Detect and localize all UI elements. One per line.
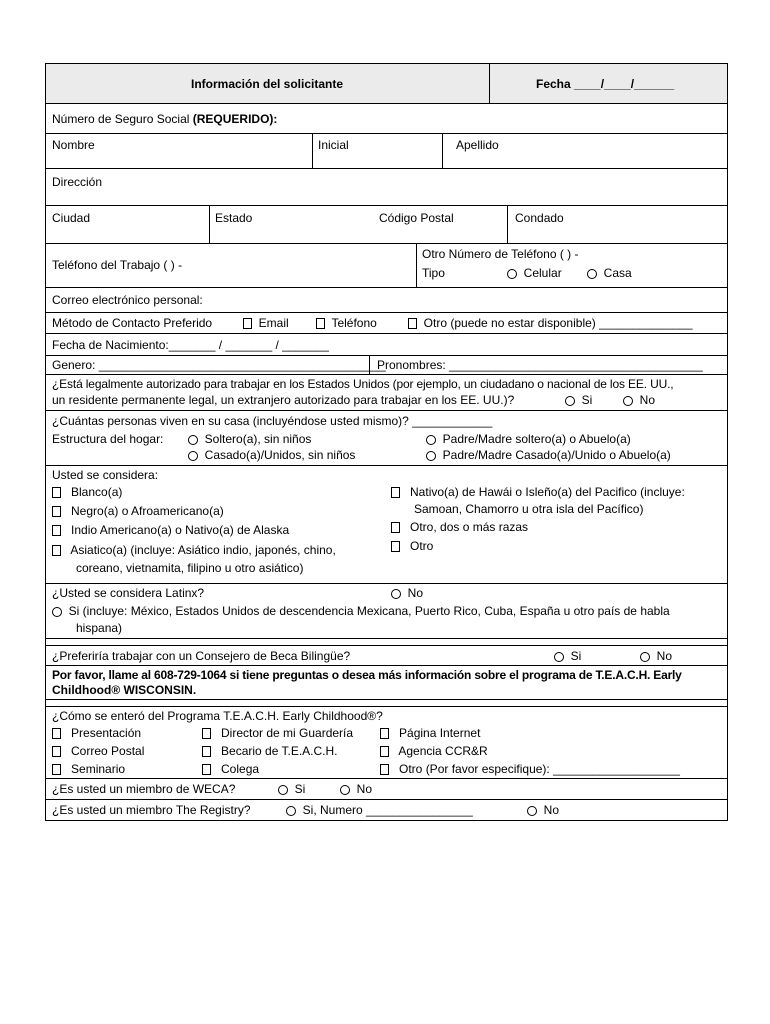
weca-label: ¿Es usted un miembro de WECA?	[52, 782, 236, 796]
race-other-option[interactable]: Otro	[391, 539, 433, 553]
race-row	[46, 466, 727, 584]
checkbox-icon[interactable]	[243, 318, 252, 329]
married-parent-option[interactable]: Padre/Madre Casado(a)/Unido o Abuelo(a)	[426, 448, 671, 462]
household-size-field[interactable]: ¿Cuántas personas viven en su casa (incluyéndose usted mismo)? ____________	[52, 414, 493, 428]
address-row	[46, 169, 727, 206]
source-agency-option[interactable]: Agencia CCR&R	[380, 744, 488, 758]
county-field[interactable]: Condado	[515, 211, 564, 225]
source-colleague-option[interactable]: Colega	[202, 762, 259, 776]
radio-icon[interactable]	[426, 435, 436, 445]
spacer	[45, 639, 728, 646]
race-black-option[interactable]: Negro(a) o Afroamericano(a)	[52, 504, 224, 518]
applicant-form	[45, 63, 728, 821]
checkbox-icon[interactable]	[52, 746, 61, 757]
race-pacific-islander-option[interactable]: Nativo(a) de Hawái o Isleño(a) del Pacifico (incluye:	[391, 485, 685, 499]
name-row	[46, 134, 727, 169]
first-name-field[interactable]: Nombre	[52, 138, 95, 152]
race-asian-cont: coreano, vietnamita, filipino u otro asiático)	[76, 561, 304, 575]
contact-email-option[interactable]: Email	[243, 316, 289, 330]
phone-type-label: Tipo	[422, 266, 445, 280]
radio-icon[interactable]	[278, 785, 288, 795]
birthdate-row	[46, 334, 727, 356]
single-parent-option[interactable]: Padre/Madre soltero(a) o Abuelo(a)	[426, 432, 631, 446]
checkbox-icon[interactable]	[316, 318, 325, 329]
checkbox-icon[interactable]	[380, 746, 389, 757]
weca-row	[46, 779, 727, 800]
radio-icon[interactable]	[565, 396, 575, 406]
pronouns-field[interactable]: Pronombres: ______________________________________	[377, 358, 703, 372]
birthdate-field[interactable]: Fecha de Nacimiento:_______ / _______ / _______	[52, 338, 329, 352]
radio-icon[interactable]	[188, 451, 198, 461]
source-presentation-option[interactable]: Presentación	[52, 726, 141, 740]
other-phone-field[interactable]: Otro Número de Teléfono ( ) -	[422, 247, 579, 261]
radio-icon[interactable]	[623, 396, 633, 406]
authorized-no-option[interactable]: No	[623, 393, 655, 407]
race-two-or-more-option[interactable]: Otro, dos o más razas	[391, 520, 528, 534]
radio-icon[interactable]	[507, 269, 517, 279]
section-title: Información del solicitante	[191, 77, 344, 91]
source-website-option[interactable]: Página Internet	[380, 726, 480, 740]
radio-icon[interactable]	[640, 652, 650, 662]
checkbox-icon[interactable]	[380, 728, 389, 739]
ssn-label: Número de Seguro Social (REQUERIDO):	[52, 112, 278, 126]
checkbox-icon[interactable]	[52, 506, 61, 517]
bilingual-label: ¿Preferiría trabajar con un Consejero de Beca Bilingüe?	[52, 649, 351, 663]
latinx-no-option[interactable]: No	[391, 586, 423, 600]
checkbox-icon[interactable]	[202, 728, 211, 739]
contact-info-row	[46, 666, 727, 700]
contact-info-text: Por favor, llame al 608-729-1064 si tiene preguntas o desea más información sobre el programa de T.E.A.C.H. Early	[52, 668, 682, 682]
home-option[interactable]: Casa	[587, 266, 632, 280]
weca-no-option[interactable]: No	[340, 782, 372, 796]
checkbox-icon[interactable]	[408, 318, 417, 329]
authorized-question: ¿Está legalmente autorizado para trabajar en los Estados Unidos (por ejemplo, un ciudadano o nacional de los EE. UU.,	[52, 377, 674, 391]
city-field[interactable]: Ciudad	[52, 211, 91, 225]
race-native-american-option[interactable]: Indio Americano(a) o Nativo(a) de Alaska	[52, 523, 289, 537]
household-structure-label: Estructura del hogar:	[52, 432, 164, 446]
ssn-row	[46, 104, 727, 134]
checkbox-icon[interactable]	[202, 746, 211, 757]
spacer	[45, 700, 728, 707]
latinx-label: ¿Usted se considera Latinx?	[52, 586, 205, 600]
zip-field[interactable]: Código Postal	[379, 211, 454, 225]
address-field[interactable]: Dirección	[52, 175, 103, 189]
radio-icon[interactable]	[527, 806, 537, 816]
race-label: Usted se considera:	[52, 468, 159, 482]
registry-no-option[interactable]: No	[527, 803, 559, 817]
contact-phone-option[interactable]: Teléfono	[316, 316, 377, 330]
radio-icon[interactable]	[587, 269, 597, 279]
checkbox-icon[interactable]	[391, 487, 400, 498]
source-scholar-option[interactable]: Becario de T.E.A.C.H.	[202, 744, 338, 758]
race-pacific-cont: Samoan, Chamorro u otra isla del Pacífico)	[414, 502, 644, 516]
radio-icon[interactable]	[391, 589, 401, 599]
radio-icon[interactable]	[426, 451, 436, 461]
checkbox-icon[interactable]	[380, 764, 389, 775]
weca-yes-option[interactable]: Si	[278, 782, 305, 796]
household-row	[46, 411, 727, 466]
phone-row	[46, 244, 727, 288]
last-name-field[interactable]: Apellido	[456, 138, 499, 152]
registry-yes-option[interactable]: Si, Numero ________________	[286, 803, 473, 817]
latinx-yes-option[interactable]: Si (incluye: México, Estados Unidos de descendencia Mexicana, Puerto Rico, Cuba, España u otro país de habla	[52, 604, 670, 618]
radio-icon[interactable]	[554, 652, 564, 662]
source-other-option[interactable]: Otro (Por favor especifique): ___________________	[380, 762, 680, 776]
latinx-yes-cont: hispana)	[76, 621, 123, 635]
checkbox-icon[interactable]	[202, 764, 211, 775]
registry-label: ¿Es usted un miembro The Registry?	[52, 803, 251, 817]
source-mail-option[interactable]: Correo Postal	[52, 744, 144, 758]
checkbox-icon[interactable]	[391, 522, 400, 533]
bilingual-no-option[interactable]: No	[640, 649, 672, 663]
race-white-option[interactable]: Blanco(a)	[52, 485, 122, 499]
header-row	[46, 64, 727, 104]
bilingual-row	[46, 646, 727, 666]
source-row	[46, 707, 727, 779]
email-row	[46, 288, 727, 313]
checkbox-icon[interactable]	[391, 541, 400, 552]
source-label: ¿Cómo se enteró del Programa T.E.A.C.H. Early Childhood®?	[52, 709, 383, 723]
source-seminar-option[interactable]: Seminario	[52, 762, 125, 776]
work-phone-field[interactable]: Teléfono del Trabajo ( ) -	[52, 258, 183, 272]
authorized-row	[46, 375, 727, 411]
state-field[interactable]: Estado	[215, 211, 253, 225]
checkbox-icon[interactable]	[52, 728, 61, 739]
radio-icon[interactable]	[340, 785, 350, 795]
bilingual-yes-option[interactable]: Si	[554, 649, 581, 663]
authorized-question-cont: un residente permanente legal, un extranjero autorizado para trabajar en los EE. UU.)?	[52, 393, 515, 407]
contact-other-option[interactable]: Otro (puede no estar disponible) ______________	[408, 316, 693, 330]
race-asian-option[interactable]: Asiatico(a) (incluye: Asiático indio, japonés, chino,	[52, 543, 336, 557]
radio-icon[interactable]	[188, 435, 198, 445]
radio-icon[interactable]	[52, 607, 62, 617]
email-field[interactable]: Correo electrónico personal:	[52, 293, 203, 307]
city-row	[46, 206, 727, 244]
gender-row	[46, 356, 727, 375]
contact-method-label: Método de Contacto Preferido	[52, 316, 213, 330]
checkbox-icon[interactable]	[52, 525, 61, 536]
contact-info-text-cont: Childhood® WISCONSIN.	[52, 683, 197, 697]
registry-row	[46, 800, 727, 821]
source-director-option[interactable]: Director de mi Guardería	[202, 726, 353, 740]
cell-option[interactable]: Celular	[507, 266, 562, 280]
checkbox-icon[interactable]	[52, 487, 61, 498]
gender-field[interactable]: Genero: ___________________________________________	[52, 358, 386, 372]
radio-icon[interactable]	[286, 806, 296, 816]
single-no-kids-option[interactable]: Soltero(a), sin niños	[188, 432, 311, 446]
checkbox-icon[interactable]	[52, 764, 61, 775]
initial-field[interactable]: Inicial	[318, 138, 349, 152]
checkbox-icon[interactable]	[52, 545, 61, 556]
married-no-kids-option[interactable]: Casado(a)/Unidos, sin niños	[188, 448, 355, 462]
contact-method-row	[46, 313, 727, 334]
latinx-row	[46, 584, 727, 639]
authorized-yes-option[interactable]: Si	[565, 393, 592, 407]
date-field[interactable]: Fecha ____/____/______	[536, 77, 675, 91]
